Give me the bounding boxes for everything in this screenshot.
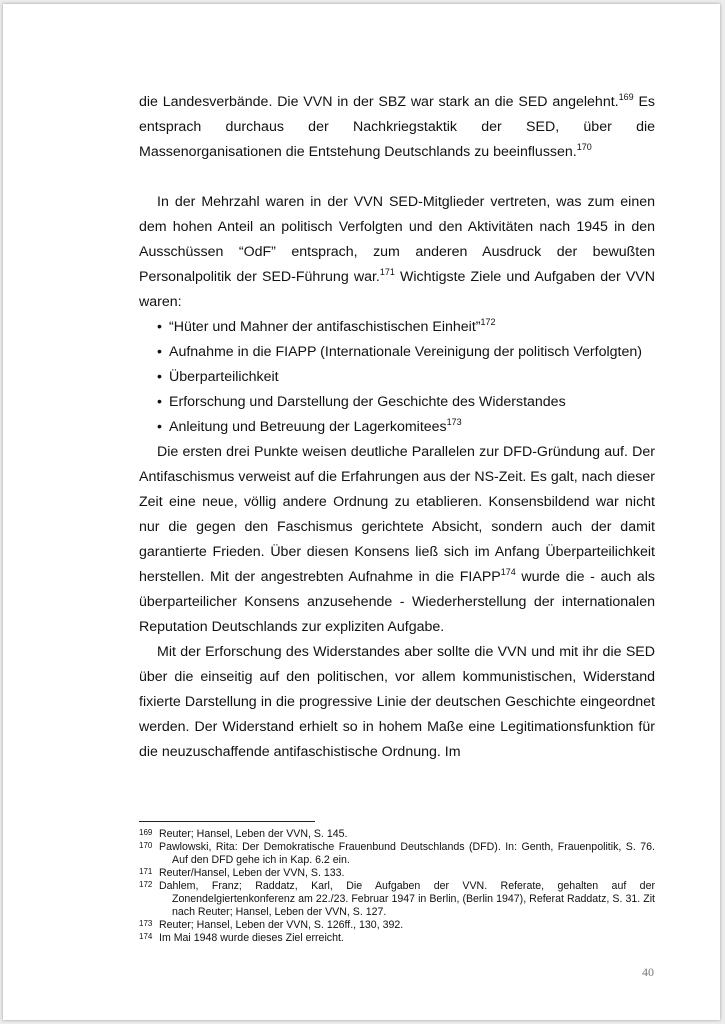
list-item-text: “Hüter und Mahner der antifaschistischen Einheit”	[169, 319, 481, 335]
footnote-ref-171[interactable]: 171	[379, 267, 395, 277]
footnote-170: 170 Pawlowski, Rita: Der Demokratische Frauenbund Deutschlands (DFD). In: Genth, Frauenpolitik, S. 76. Auf den DFD gehe ich in Kap. 6.2 ein.	[139, 841, 655, 866]
footnote-text: Dahlem, Franz; Raddatz, Karl, Die Aufgaben der VVN. Referate, gehalten auf der Zonendelgiertenkonferenz am 22./23. Februar 1947 in Berlin, (Berlin 1947), Referat Raddatz, S. 31. Zit nach Reuter; Hansel, Leben der VVN, S. 127.	[159, 880, 655, 918]
paragraph-1-text-cont: Es entsprach durchaus der Nachkriegstaktik der SED, über die Massenorganisationen die Entstehung Deutschlands zu beeinflussen.	[139, 94, 656, 160]
footnote-text: Reuter; Hansel, Leben der VVN, S. 145.	[159, 828, 348, 840]
footnote-ref-173[interactable]: 173	[446, 417, 462, 427]
footnote-ref-170[interactable]: 170	[576, 142, 592, 152]
paragraph-1-text: die Landesverbände. Die VVN in der SBZ war stark an die SED angelehnt.	[139, 94, 619, 110]
list-item	[139, 340, 655, 365]
paragraph-4: Mit der Erforschung des Widerstandes aber sollte die VVN und mit ihr die SED über die einseitig auf den politischen, vor allem kommunistischen, Widerstand fixierte Darstellung in die progressive Linie der deutschen Geschichte eingeordnet werden. Der Widerstand erhielt so in hohem Maße eine Legitimationsfunktion für die neuzuschaffende antifaschistische Ordnung. Im	[139, 644, 655, 760]
footnote-171: 171 Reuter/Hansel, Leben der VVN, S. 133.	[139, 867, 345, 879]
bullet-icon: •	[157, 344, 162, 360]
footnote-text: Reuter; Hansel, Leben der VVN, S. 126ff., 130, 392.	[159, 919, 404, 931]
footnote-ref-172[interactable]: 172	[480, 317, 496, 327]
footnote-174: 174 Im Mai 1948 wurde dieses Ziel erreicht.	[139, 932, 344, 944]
paragraph-3-text-cont: wurde die - auch als überparteilicher Konsens anzusehende - Wiederherstellung der internationalen Reputation Deutschlands zur expliziten Aufgabe.	[139, 569, 655, 635]
paragraph-2-text: In der Mehrzahl waren in der VVN SED-Mitglieder vertreten, was zum einen dem hohen Anteil an politisch Verfolgten und den Aktivitäten nach 1945 in den Ausschüssen “OdF” entsprach, zum anderen Ausdruck der bewußten Personalpolitik der SED-Führung war.	[139, 194, 655, 285]
body-text	[139, 90, 655, 765]
paragraph-2	[139, 190, 655, 315]
document-page	[3, 4, 720, 1020]
list-item	[139, 365, 655, 390]
paragraph-3-text: Die ersten drei Punkte weisen deutliche Parallelen zur DFD-Gründung auf. Der Antifaschismus verweist auf die Erfahrungen aus der NS-Zeit. Es galt, nach dieser Zeit eine neue, völlig andere Ordnung zu etablieren. Konsensbildend war nicht nur die gegen den Faschismus gerichtete Absicht, sondern auch der damit garantierte Frieden. Über diesen Konsens ließ sich im Anfang Überparteilichkeit herstellen. Mit der angestrebten Aufnahme in die FIAPP	[139, 444, 655, 585]
bullet-icon: •	[157, 394, 162, 410]
footnote-text: Im Mai 1948 wurde dieses Ziel erreicht.	[159, 932, 344, 944]
list-item	[139, 390, 655, 415]
list-item	[139, 415, 655, 440]
paragraph-1	[139, 90, 655, 165]
list-item-text: Überparteilichkeit	[169, 369, 279, 385]
footnote-169: 169 Reuter; Hansel, Leben der VVN, S. 145.	[139, 828, 348, 840]
paragraph-3	[139, 440, 655, 640]
footnotes	[139, 828, 655, 945]
footnote-172: 172 Dahlem, Franz; Raddatz, Karl, Die Aufgaben der VVN. Referate, gehalten auf der Zonendelgiertenkonferenz am 22./23. Februar 1947 in Berlin, (Berlin 1947), Referat Raddatz, S. 31. Zit nach Reuter; Hansel, Leben der VVN, S. 127.	[139, 880, 655, 918]
footnote-separator	[139, 821, 315, 822]
bullet-icon: •	[157, 419, 162, 435]
page-number: 40	[642, 965, 654, 979]
bullet-icon: •	[157, 319, 162, 335]
list-item	[139, 315, 655, 340]
footnote-text: Reuter/Hansel, Leben der VVN, S. 133.	[159, 867, 345, 879]
footnote-ref-174[interactable]: 174	[500, 567, 516, 577]
footnote-173: 173 Reuter; Hansel, Leben der VVN, S. 126ff., 130, 392.	[139, 919, 404, 931]
footnote-ref-169[interactable]: 169	[618, 92, 634, 102]
list-item-text: Aufnahme in die FIAPP (Internationale Vereinigung der politisch Verfolgten)	[169, 344, 642, 360]
paragraph-2-text-cont: Wichtigste Ziele und Aufgaben der VVN waren:	[139, 269, 655, 310]
bullet-icon: •	[157, 369, 162, 385]
list-item-text: Erforschung und Darstellung der Geschichte des Widerstandes	[169, 394, 566, 410]
footnote-text: Pawlowski, Rita: Der Demokratische Frauenbund Deutschlands (DFD). In: Genth, Frauenpolitik, S. 76. Auf den DFD gehe ich in Kap. 6.2 ein.	[159, 841, 655, 866]
list-item-text: Anleitung und Betreuung der Lagerkomitees	[169, 419, 447, 435]
